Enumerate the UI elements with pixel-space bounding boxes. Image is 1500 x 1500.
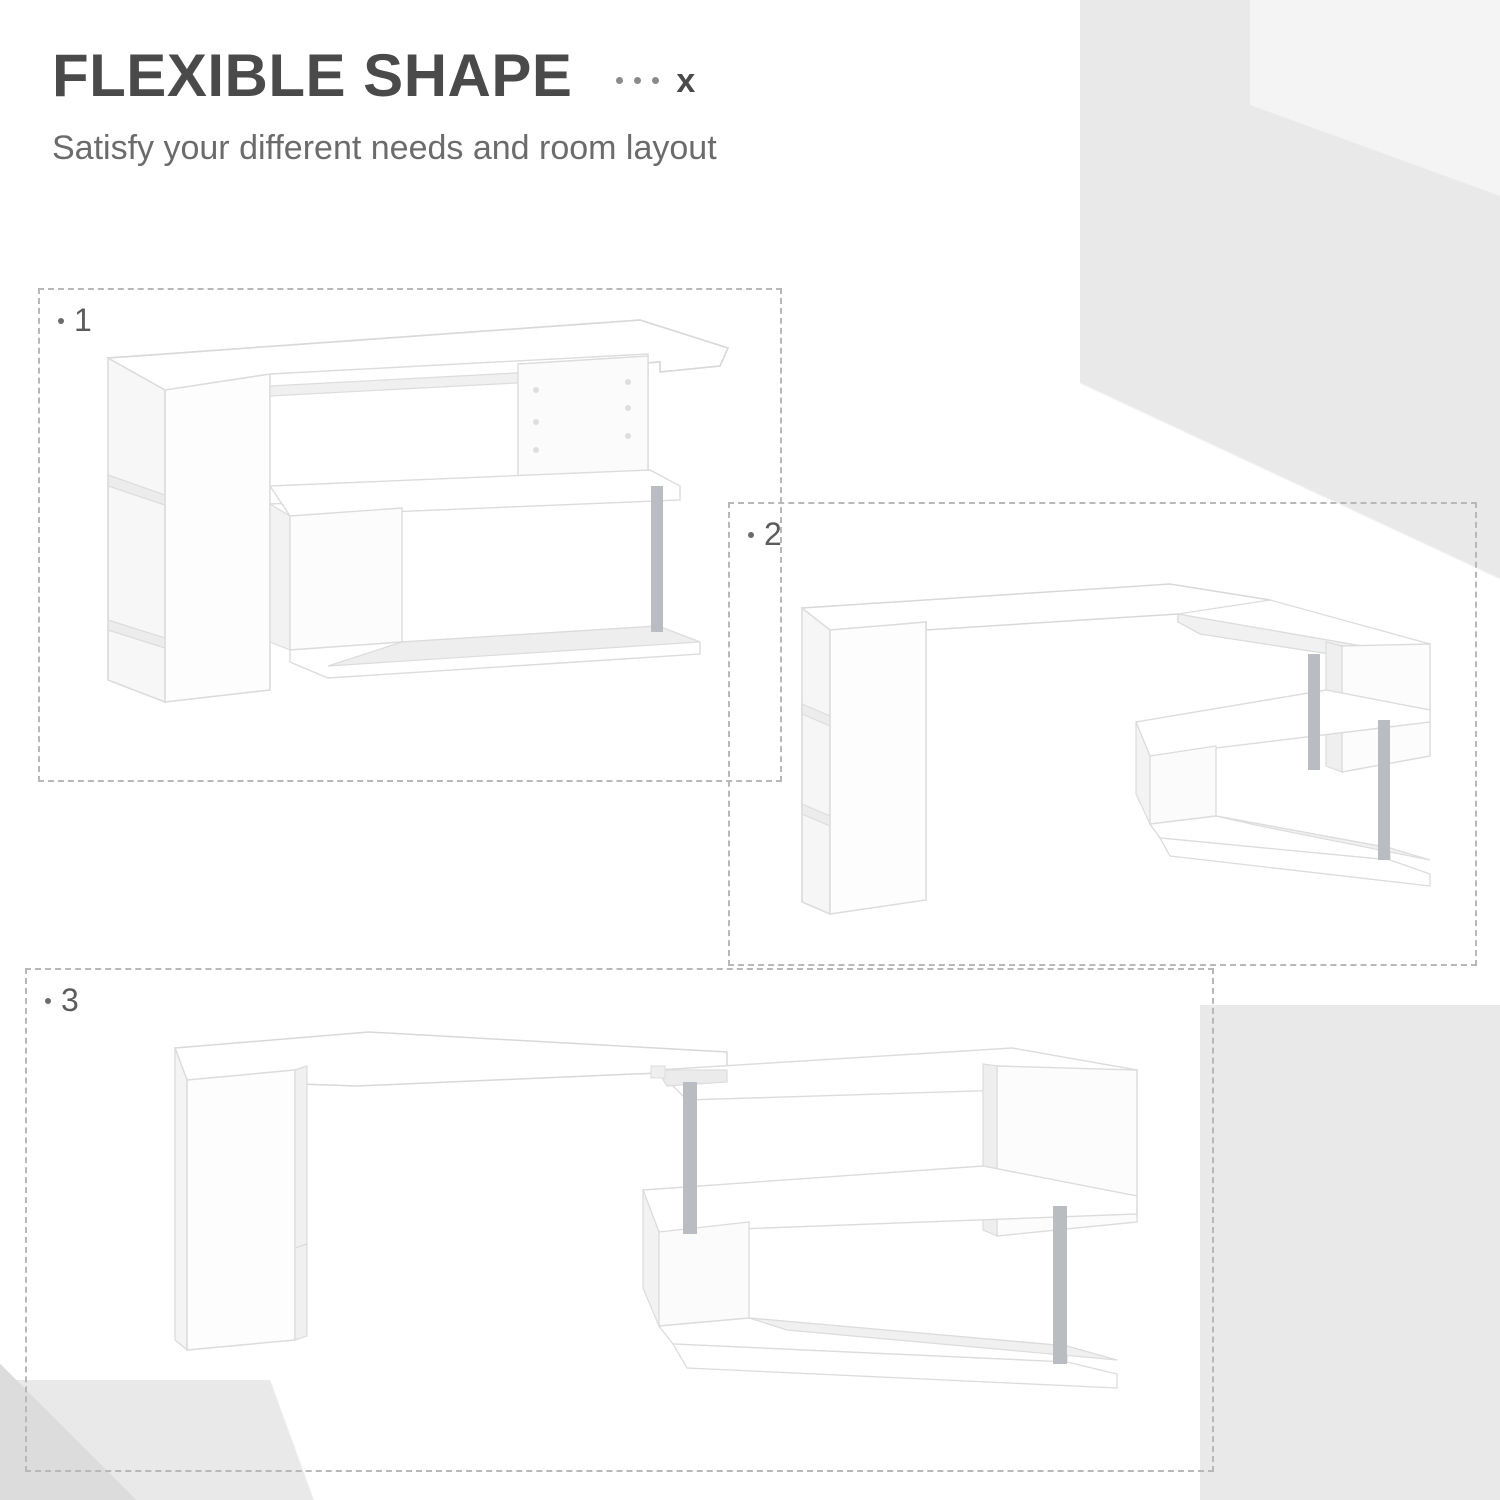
dot-icon — [634, 77, 641, 84]
background-block-bottom-right — [1200, 1005, 1500, 1500]
panel-2-number: 2 — [764, 516, 782, 552]
illustration-panel-1 — [38, 288, 782, 782]
illustration-panel-2 — [728, 502, 1477, 966]
page-subtitle: Satisfy your different needs and room layout — [52, 129, 717, 167]
header — [52, 44, 1052, 168]
dot-icon — [652, 77, 659, 84]
panel-3-number: 3 — [61, 982, 79, 1018]
desk-illustration-1 — [40, 290, 780, 780]
background-wedge-top-right — [1250, 0, 1500, 300]
panel-1-number: 1 — [74, 302, 92, 338]
desk-illustration-3 — [27, 970, 1212, 1470]
title-row — [52, 44, 1052, 107]
desk-illustration-2 — [730, 504, 1475, 964]
page-title: FLEXIBLE SHAPE — [52, 42, 573, 109]
dot-icon — [616, 77, 623, 84]
accent-mark: x — [676, 62, 696, 100]
illustration-panel-3 — [25, 968, 1214, 1472]
title-dots-decoration — [616, 60, 695, 101]
